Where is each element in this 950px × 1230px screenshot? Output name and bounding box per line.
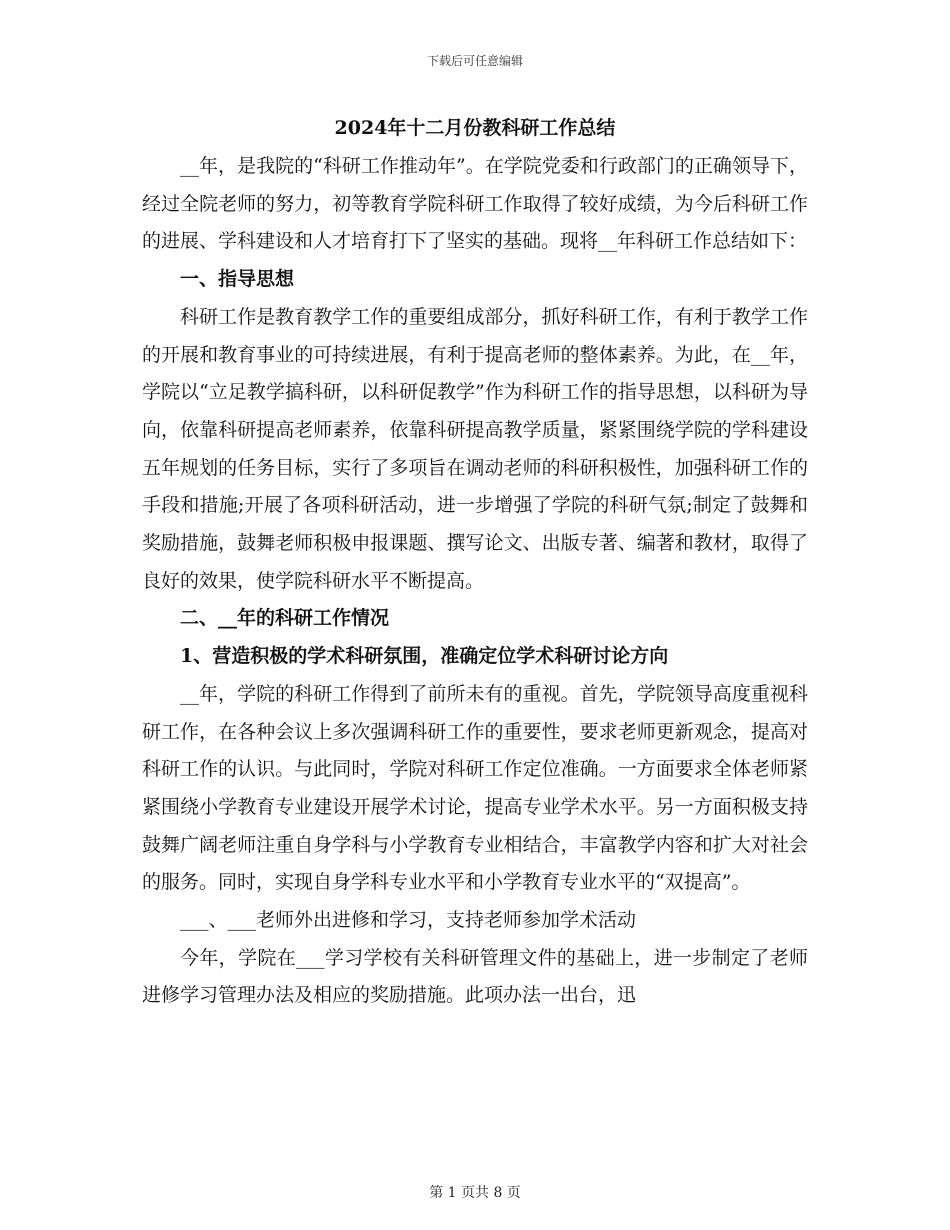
- paragraph-list: [142, 148, 808, 1015]
- section-heading: 二、__年的科研工作情况: [180, 607, 390, 630]
- header-note: 下载后可任意编辑: [426, 54, 523, 68]
- body-paragraph: __年，是我院的“科研工作推动年”。在学院党委和行政部门的正确领导下，经过全院老师的努力，初等教育学院科研工作取得了较好成绩，为今后科研工作的进展、学科建设和人才培育打下了坚实的基础。现将__年科研工作总结如下：: [142, 155, 808, 253]
- body-paragraph: __年，学院的科研工作得到了前所未有的重视。首先，学院领导高度重视科研工作，在各种会议上多次强调科研工作的重要性，要求老师更新观念，提高对科研工作的认识。与此同时，学院对科研工作定位准确。一方面要求全体老师紧紧围绕小学教育专业建设开展学术讨论，提高专业学术水平。另一方面积极支持鼓舞广阔老师注重自身学科与小学教育专业相结合，丰富教学内容和扩大对社会的服务。同时，实现自身学科专业水平和小学教育专业水平的“双提高”。: [142, 682, 808, 894]
- document-title: 2024年十二月份教科研工作总结: [334, 117, 616, 139]
- section-heading: 一、指导思想: [180, 268, 295, 291]
- page-footer: 第 1 页共 8 页: [429, 1185, 521, 1201]
- body-paragraph: 科研工作是教育教学工作的重要组成部分，抓好科研工作，有利于教学工作的开展和教育事业的可持续进展，有利于提高老师的整体素养。为此，在__年，学院以“立足教学搞科研，以科研促教学”作为科研工作的指导思想，以科研为导向，依靠科研提高老师素养，依靠科研提高教学质量，紧紧围绕学院的学科建设五年规划的任务目标，实行了多项旨在调动老师的科研积极性，加强科研工作的手段和措施;开展了各项科研活动，进一步增强了学院的科研气氛;制定了鼓舞和奖励措施，鼓舞老师积极申报课题、撰写论文、出版专著、编著和教材，取得了良好的效果，使学院科研水平不断提高。: [142, 305, 808, 592]
- body-paragraph: ___、___老师外出进修和学习，支持老师参加学术活动: [180, 909, 637, 932]
- document-body: [142, 108, 808, 1015]
- section-heading: 1、营造积极的学术科研氛围，准确定位学术科研讨论方向: [180, 645, 669, 668]
- body-paragraph: 今年，学院在___学习学校有关科研管理文件的基础上，进一步制定了老师进修学习管理办法及相应的奖励措施。此项办法一出台，迅: [142, 946, 808, 1007]
